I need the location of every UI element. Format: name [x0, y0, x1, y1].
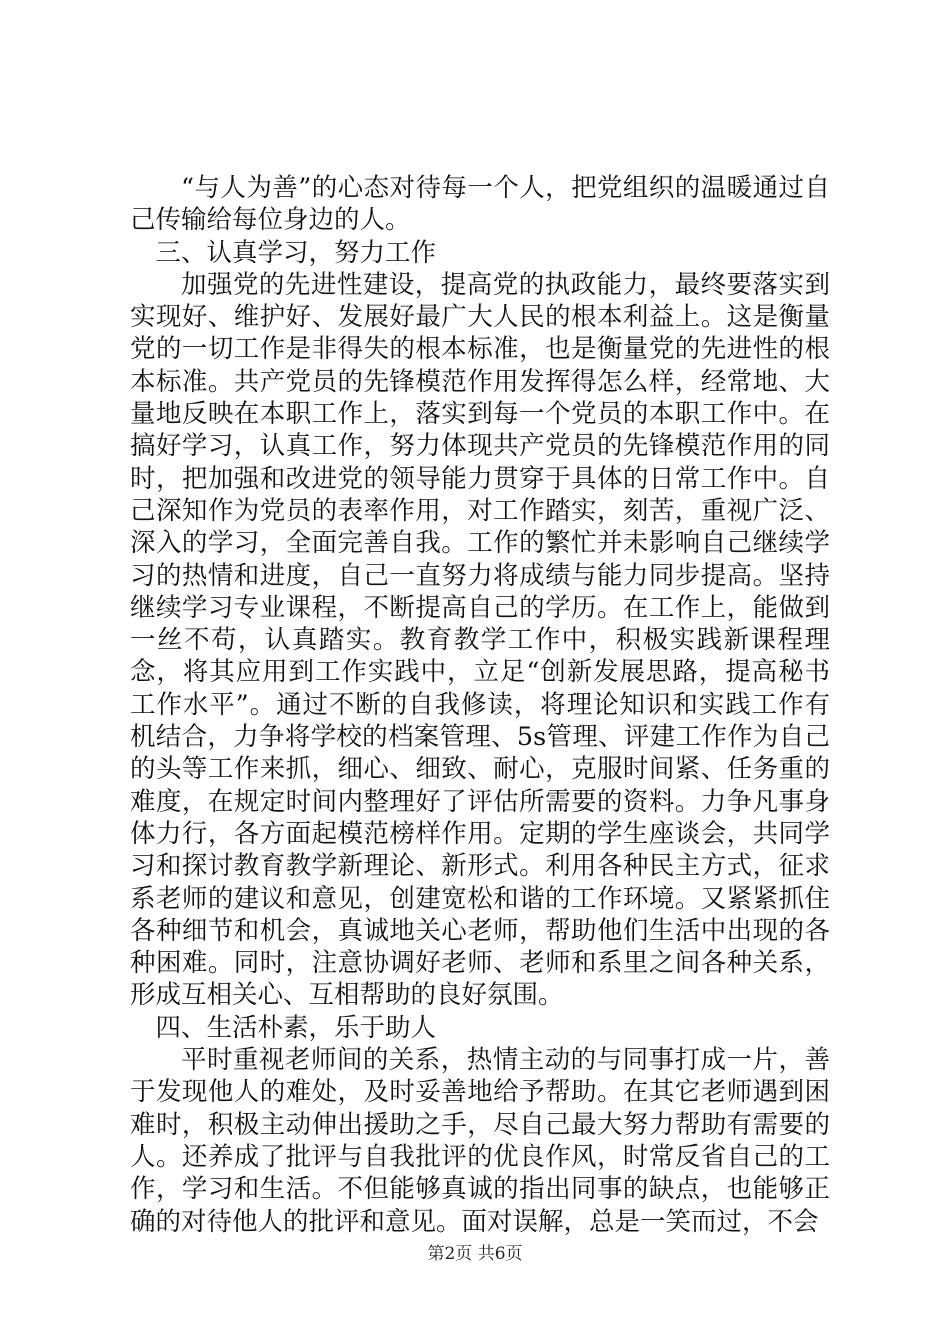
section-heading-four: 四、生活朴素，乐于助人: [155, 1012, 437, 1043]
page-number-footer: 第2页 共6页: [427, 1244, 523, 1264]
paragraph-continuation: “与人为善”的心态对待每一个人，把党组织的温暖通过自己传输给每位身边的人。: [130, 173, 830, 236]
paragraph-study-work: 加强党的先进性建设，提高党的执政能力，最终要落实到实现好、维护好、发展好最广大人民的根本利益上。这是衡量党的一切工作是非得失的根本标准，也是衡量党的先进性的根本标准。共产党员的先锋模范作用发挥得怎么样，经常地、大量地反映在本职工作上，落实到每一个党员的本职工作中。在搞好学习，认真工作，努力体现共产党员的先锋模范作用的同时，把加强和改进党的领导能力贯穿于具体的日常工作中。自己深知作为党员的表率作用，对工作踏实，刻苦，重视广泛、深入的学习，全面完善自我。工作的繁忙并未影响自己继续学习的热情和进度，自己一直努力将成绩与能力同步提高。坚持继续学习专业课程，不断提高自己的学历。在工作上，能做到一丝不苟，认真踏实。教育教学工作中，积极实践新课程理念，将其应用到工作实践中，立足“创新发展思路，提高秘书工作水平”。通过不断的自我修读，将理论知识和实践工作有机结合，力争将学校的档案管理、5s管理、评建工作作为自己的头等工作来抓，细心、细致、耐心，克服时间紧、任务重的难度，在规定时间内整理好了评估所需要的资料。力争凡事身体力行，各方面起模范榜样作用。定期的学生座谈会，共同学习和探讨教育教学新理论、新形式。利用各种民主方式，征求系老师的建议和意见，创建宽松和谐的工作环境。又紧紧抓住各种细节和机会，真诚地关心老师，帮助他们生活中出现的各种困难。同时，注意协调好老师、老师和系里之间各种关系，形成互相关心、互相帮助的良好氛围。: [130, 269, 830, 1011]
section-heading-three: 三、认真学习，努力工作: [155, 237, 437, 268]
document-body: [130, 172, 830, 1238]
paragraph-life-help: 平时重视老师间的关系，热情主动的与同事打成一片，善于发现他人的难处，及时妥善地给予帮助。在其它老师遇到困难时，积极主动伸出援助之手，尽自己最大努力帮助有需要的人。还养成了批评与自我批评的优良作风，时常反省自己的工作，学习和生活。不但能够真诚的指出同事的缺点，也能够正确的对待他人的批评和意见。面对误解，总是一笑而过，不会: [130, 1045, 830, 1237]
